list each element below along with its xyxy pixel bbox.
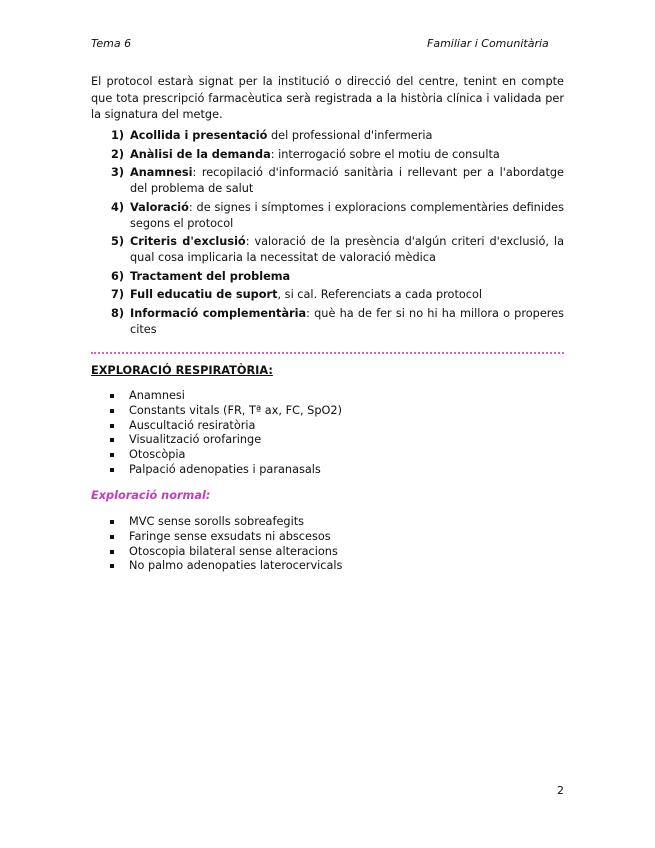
step-title: Criteris d'exclusió [130,235,246,248]
step-number: 4) [111,200,125,214]
list-item-text: No palmo adenopaties laterocervicals [129,559,343,573]
normal-exploration-title: Exploració normal: [91,489,211,502]
bullet-icon [110,564,114,568]
step-number: 5) [111,235,125,248]
list-item-text: Otoscopia bilateral sense alteracions [129,544,338,558]
step-number: 3) [111,166,125,179]
list-item-text: Faringe sense exsudats ni abscesos [129,529,331,543]
bullet-icon [110,550,114,554]
list-item [91,515,564,530]
step-title: Valoració [130,200,189,214]
step-text: : de signes i símptomes i exploracions complementàries definides segons el protocol [130,200,564,230]
step-title: Tractament del problema [130,269,291,283]
step-number: 2) [111,147,125,161]
page-number: 2 [557,784,564,797]
list-item [91,165,564,197]
list-item-text: MVC sense sorolls sobreafegits [129,515,305,528]
step-number: 7) [111,288,125,301]
step-text: : valoració de la presència d'algún criteri d'exclusió, la qual cosa implicaria la necessitat de valoració mèdica [130,235,564,264]
list-item [91,463,564,478]
bullet-icon [110,438,114,442]
list-item [91,559,564,574]
list-item [91,419,564,434]
list-item [91,389,564,404]
list-item [91,128,564,144]
list-item-text: Auscultació resiratòria [129,418,256,432]
bullet-icon [110,535,114,539]
bullet-icon [110,520,114,524]
header-subject: Familiar i Comunitària [427,37,549,50]
intro-paragraph: El protocol estarà signat per la institució o direcció del centre, tenint en compte que tota prescripció farmacèutica serà registrada a la història clínica i validada per la signatura del metge. [91,75,564,121]
step-number: 6) [111,269,125,283]
list-item [91,404,564,419]
step-number: 1) [111,129,125,142]
step-text: , si cal. Referenciats a cada protocol [277,288,483,301]
list-item [91,200,564,232]
step-title: Informació complementària [130,306,307,320]
list-item [91,234,564,266]
step-title: Anàlisi de la demanda [130,147,271,161]
step-title: Full educatiu de suport [130,288,278,301]
list-item [91,147,564,163]
list-item [91,545,564,560]
list-item [91,306,564,338]
list-item [91,433,564,448]
header-topic: Tema 6 [91,37,132,50]
section-title: EXPLORACIÓ RESPIRATÒRIA: [91,364,273,377]
list-item-text: Palpació adenopaties i paranasals [129,462,321,476]
list-item [91,530,564,545]
step-title: Acollida i presentació [130,129,268,142]
normal-exploration-list [91,515,564,574]
step-text: : què ha de fer si no hi ha millora o properes cites [130,306,564,336]
step-number: 8) [111,306,125,320]
step-title: Anamnesi [130,166,193,179]
list-item-text: Anamnesi [129,389,185,402]
step-text: : recopilació d'informació sanitària i rellevant per a l'abordatge del problema de salut [130,166,564,195]
list-item [91,287,564,303]
step-text: del professional d'infermeria [267,129,433,142]
bullet-icon [110,394,114,398]
bullet-icon [110,468,114,472]
list-item [91,269,564,285]
protocol-steps-list [91,128,564,340]
step-text: : interrogació sobre el motiu de consulta [270,147,500,161]
list-item-text: Otoscòpia [129,448,186,462]
bullet-icon [110,424,114,428]
list-item [91,448,564,463]
section-divider [91,352,564,354]
bullet-icon [110,409,114,413]
bullet-icon [110,453,114,457]
list-item-text: Visualització orofaringe [129,433,262,447]
exploration-list [91,389,564,478]
list-item-text: Constants vitals (FR, Tª ax, FC, SpO2) [129,403,342,417]
